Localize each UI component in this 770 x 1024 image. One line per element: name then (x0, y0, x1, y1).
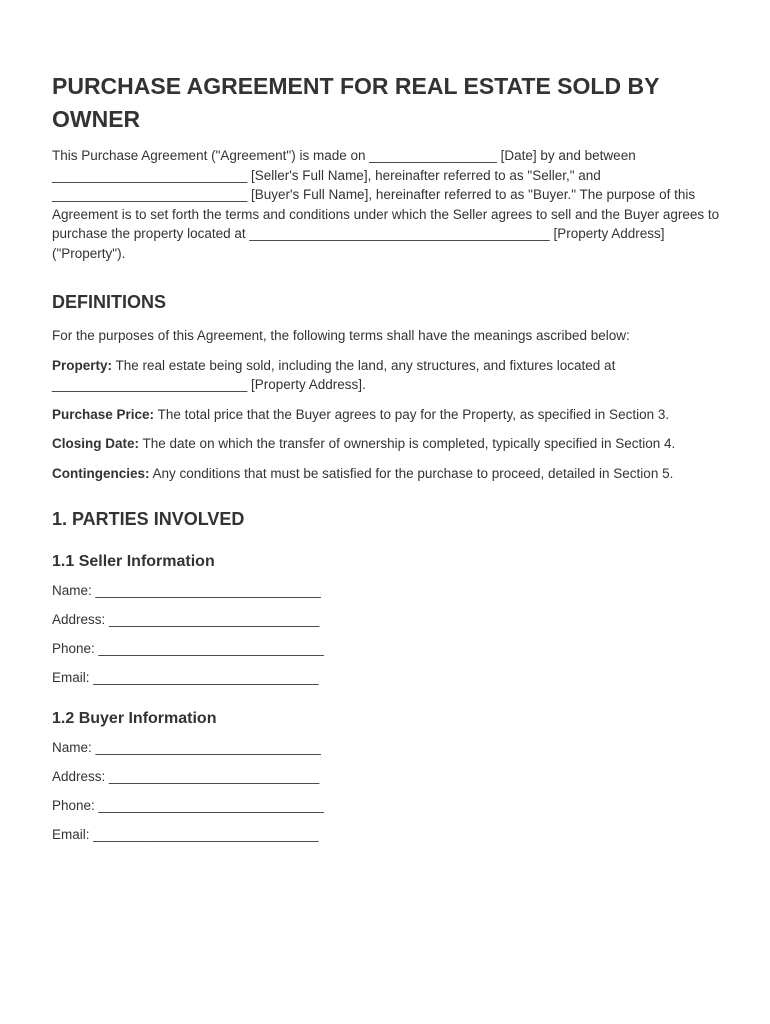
buyer-phone-field: Phone: ______________________________ (52, 798, 324, 813)
definition-purchase-price (52, 405, 722, 425)
parties-heading: 1. PARTIES INVOLVED (52, 509, 245, 529)
seller-fields (52, 581, 718, 688)
definition-text: The real estate being sold, including the land, any structures, and fixtures located at __________________________ [Property Address]. (52, 357, 616, 392)
definition-contingencies (52, 464, 722, 484)
buyer-address-field: Address: ____________________________ (52, 769, 320, 784)
definitions-heading: DEFINITIONS (52, 292, 167, 312)
definition-property (52, 356, 722, 395)
buyer-info-heading: 1.2 Buyer Information (52, 710, 217, 727)
definition-text: The date on which the transfer of ownership is completed, typically specified in Section 4. (139, 436, 676, 451)
seller-info-heading: 1.1 Seller Information (52, 553, 215, 570)
definitions-lead: For the purposes of this Agreement, the following terms shall have the meanings ascribed below: (52, 328, 630, 343)
buyer-fields (52, 738, 718, 845)
definition-term: Property: (52, 357, 113, 373)
seller-name-field: Name: ______________________________ (52, 583, 321, 598)
buyer-name-field: Name: ______________________________ (52, 740, 321, 755)
definition-term: Closing Date: (52, 436, 140, 451)
seller-email-field: Email: ______________________________ (52, 670, 319, 685)
document-title: PURCHASE AGREEMENT FOR REAL ESTATE SOLD BY OWNER (52, 73, 659, 132)
buyer-email-field: Email: ______________________________ (52, 827, 319, 842)
definition-term: Purchase Price: (52, 406, 155, 422)
definition-text: The total price that the Buyer agrees to pay for the Property, as specified in Section 3. (154, 406, 670, 422)
intro-paragraph (52, 146, 722, 263)
definition-text: Any conditions that must be satisfied for the purchase to proceed, detailed in Section 5. (149, 465, 674, 481)
seller-address-field: Address: ____________________________ (52, 612, 320, 627)
definition-closing-date (52, 434, 722, 454)
intro-text: This Purchase Agreement ("Agreement") is made on _________________ [Date] by and between __________________________ [Seller's Full Name], hereinafter referred to as "Seller," and __________________________ [Buyer's Full Name], hereinafter referred to as "Buyer." The purpose of this Agreement is to set forth the terms and conditions under which the Seller agrees to sell and the Buyer agrees to purchase the property located at ________________________________________ [Property Address] ("Property"). (52, 148, 720, 261)
definition-term: Contingencies: (52, 465, 150, 481)
seller-phone-field: Phone: ______________________________ (52, 641, 324, 656)
